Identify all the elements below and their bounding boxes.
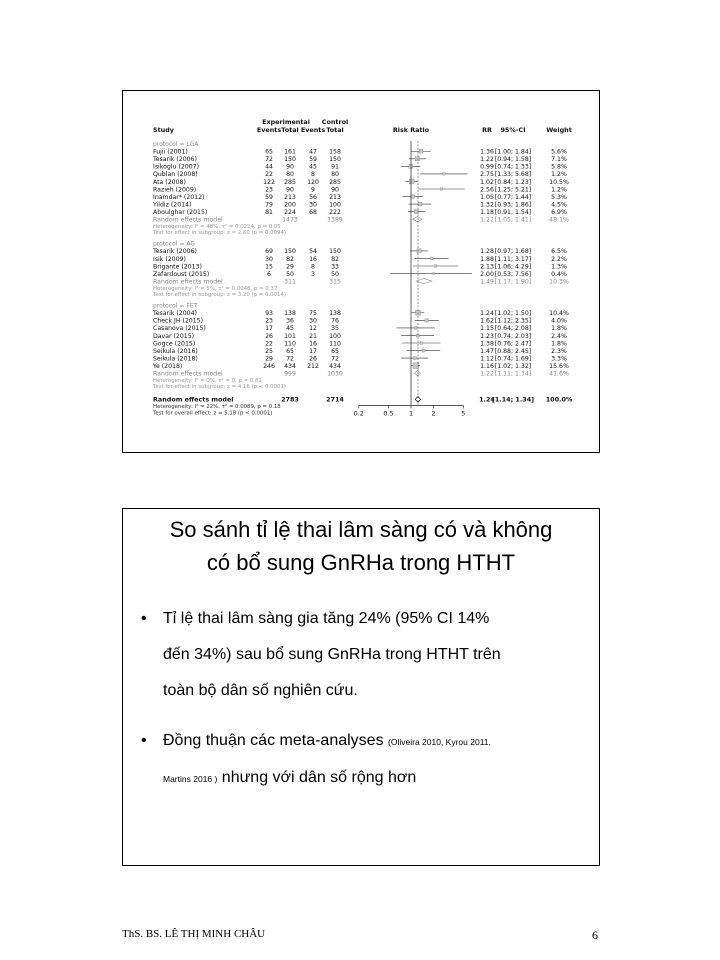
ci-value: [0.64; 2.08] [494,325,532,333]
total-exp: 200 [284,201,296,209]
bullet-2-citation: (Oliveira 2010, Kyrou 2011, [388,737,491,747]
total-ctrl: 150 [329,248,341,256]
ci-value: [0.97; 1.68] [494,248,532,256]
events-exp: 6 [267,270,271,278]
events-ctrl: 26 [309,355,317,363]
events-exp: 30 [265,255,273,263]
weight-value: 4.0% [551,317,567,325]
bullet-2-main: Đồng thuận các meta-analyses [163,732,384,749]
slide-title-line2: có bổ sung GnRHa trong HTHT [206,550,516,575]
events-ctrl: 16 [309,340,317,348]
events-exp: 81 [265,208,273,216]
bullet-icon: • [141,732,147,749]
ci-value: [1.02; 1.50] [494,310,532,318]
bullet-2-tail: nhưng với dân số rộng hơn [221,769,417,786]
ci-value: [0.53; 7.56] [494,270,532,278]
total-exp: 72 [286,355,294,363]
study-name: Tesarik (2006) [153,248,197,256]
rr-value: 1.16 [480,362,494,370]
events-exp: 79 [265,201,273,209]
weight-value: 5.6% [551,148,567,156]
study-name: Casanova (2015) [153,325,206,333]
weight-value: 15.6% [549,362,569,370]
study-name: Seikula (2016) [153,347,198,355]
study-name: Razieh (2009) [153,186,197,194]
subgroup-total-exp: 311 [284,278,296,286]
subgroup-ci: [1.11; 1.34] [494,370,532,378]
forest-plot-slide [122,90,600,453]
subgroup-weight: 10.3% [549,278,569,286]
ci-value: [0.84; 1.23] [494,178,532,186]
total-ctrl: 76 [331,317,339,325]
rr-value: 1.38 [480,340,494,348]
study-name: Isik (2009) [153,255,186,263]
rr-value: 2.13 [480,263,494,271]
total-ctrl: 434 [329,362,341,370]
events-ctrl: 54 [309,248,317,256]
weight-value: 2.2% [551,255,567,263]
weight-value: 2.3% [551,347,567,355]
rr-value: 1.18 [480,208,494,216]
subgroup-test: Test for effect in subgroup: z = 2.60 (p = 0.0094) [153,230,286,237]
subgroup-heterogeneity: Heterogeneity: I² = 0%, τ² = 0, p = 0.81 [153,378,262,385]
subgroup-total-exp: 1473 [282,216,298,224]
weight-value: 7.1% [551,156,567,164]
ci-value: [0.74; 2.03] [494,332,532,340]
bullet-1-line3: toàn bộ dân số nghiên cứu. [163,682,358,699]
study-marker [419,149,423,153]
subgroup-diamond [413,217,423,222]
header-total-ctrl: Total [326,126,344,134]
total-ctrl: 65 [331,347,339,355]
ci-value: [0.74; 1.33] [494,163,532,171]
subgroup-total-ctrl: 1030 [327,370,343,378]
overall-total-ctrl: 2714 [326,395,344,404]
overall-rr: 1.24 [479,395,495,404]
rr-value: 1.88 [480,255,494,263]
header-experimental: Experimental [262,118,310,126]
subgroup-weight: 48.1% [549,216,569,224]
header-weight: Weight [546,126,572,134]
bullet-1 [141,601,587,709]
subgroup-diamond [416,279,432,284]
study-marker [420,342,423,345]
study-marker [430,257,433,260]
study-name: Brigante (2013) [153,263,202,271]
total-exp: 82 [286,255,294,263]
rr-value: 1.28 [480,248,494,256]
footer-author: ThS. BS. LÊ THỊ MINH CHÂU [122,928,266,940]
total-exp: 150 [284,248,296,256]
rr-value: 1.22 [480,156,494,164]
total-ctrl: 285 [329,178,341,186]
total-ctrl: 100 [329,332,341,340]
study-name: Aboulghar (2015) [153,208,208,216]
weight-value: 1.2% [551,186,567,194]
events-ctrl: 12 [309,325,317,333]
events-exp: 29 [265,355,273,363]
bullet-1-line2: đến 34%) sau bổ sung GnRHa trong HTHT trên [163,646,501,663]
weight-value: 2.4% [551,332,567,340]
ci-value: [1.33; 5.68] [494,171,532,179]
events-exp: 26 [265,332,273,340]
overall-ci: [1.14; 1.34] [491,395,535,404]
rr-value: 1.24 [480,310,494,318]
total-ctrl: 50 [331,270,339,278]
total-exp: 50 [286,270,294,278]
header-ci: 95%-CI [500,126,526,134]
study-name: Ata (2008) [153,178,186,186]
subgroup-total-ctrl: 315 [329,278,341,286]
total-exp: 110 [284,340,296,348]
weight-value: 5.8% [551,163,567,171]
total-ctrl: 91 [331,163,339,171]
total-ctrl: 80 [331,171,339,179]
study-marker [425,319,429,323]
header-control: Control [321,118,349,126]
events-ctrl: 3 [311,270,315,278]
total-exp: 161 [284,148,296,156]
events-exp: 22 [265,171,273,179]
subgroup-ci: [1.17; 1.90] [494,278,532,286]
weight-value: 5.3% [551,193,567,201]
slide-title-line1: So sánh tỉ lệ thai lâm sàng có và không [169,517,553,542]
study-marker [443,173,445,175]
total-ctrl: 222 [329,208,341,216]
study-marker [413,356,416,359]
study-marker [415,157,419,161]
events-exp: 17 [265,325,273,333]
weight-value: 3.3% [551,355,567,363]
rr-value: 2.00 [480,270,494,278]
subgroup-test: Test for effect in subgroup: z = 4.16 (p < 0.0001) [153,384,286,391]
total-exp: 213 [284,193,296,201]
events-exp: 93 [265,310,273,318]
ci-value: [0.88; 2.45] [494,347,532,355]
events-ctrl: 68 [309,208,317,216]
events-exp: 23 [265,186,273,194]
overall-total-exp: 2783 [281,395,299,404]
subgroup-heterogeneity: Heterogeneity: I² = 48%, τ² = 0.0224, p = 0.05 [153,224,281,231]
events-ctrl: 45 [309,163,317,171]
bullet-icon: • [141,610,147,627]
study-name: Inamdar* (2012) [153,193,205,201]
subgroup-model-label: Random effects model [153,278,223,286]
total-exp: 434 [284,362,296,370]
total-exp: 101 [284,332,296,340]
total-exp: 90 [286,186,294,194]
ci-value: [1.11; 3.17] [494,255,532,263]
rr-value: 1.36 [480,148,494,156]
events-ctrl: 30 [309,317,317,325]
events-ctrl: 47 [309,148,317,156]
study-marker [414,327,417,330]
bullet-2 [141,723,587,797]
rr-value: 1.47 [480,347,494,355]
events-exp: 72 [265,156,273,164]
events-ctrl: 56 [309,193,317,201]
study-marker [418,202,422,206]
subgroup-heterogeneity: Heterogeneity: I² = 5%, τ² = 0.0048, p = 0.37 [153,285,278,292]
ci-value: [0.91; 1.54] [494,208,532,216]
events-ctrl: 120 [307,178,319,186]
header-rr: RR [482,126,492,134]
events-ctrl: 212 [307,362,319,370]
subgroup-diamond [414,371,420,376]
x-tick-label: 5 [461,409,466,418]
total-exp: 36 [286,317,294,325]
overall-weight: 100.0% [545,395,573,404]
ci-value: [0.76; 2.47] [494,340,532,348]
subgroup-weight: 41.6% [549,370,569,378]
subgroup-model-label: Random effects model [153,216,223,224]
total-exp: 45 [286,325,294,333]
events-exp: 246 [263,362,275,370]
ci-value: [0.77; 1.44] [494,193,532,201]
events-exp: 65 [265,148,273,156]
events-exp: 69 [265,248,273,256]
study-name: Seikula (2018) [153,355,198,363]
study-name: Tesarik (2004) [153,310,197,318]
total-ctrl: 90 [331,186,339,194]
subgroup-total-ctrl: 1389 [327,216,343,224]
study-name: Tesarik (2006) [153,156,197,164]
total-exp: 285 [284,178,296,186]
study-marker [434,265,437,268]
total-ctrl: 158 [329,148,341,156]
total-ctrl: 213 [329,193,341,201]
weight-value: 6.5% [551,248,567,256]
ci-value: [1.02; 1.32] [494,362,532,370]
total-exp: 29 [286,263,294,271]
total-exp: 80 [286,171,294,179]
rr-value: 1.23 [480,332,494,340]
events-ctrl: 75 [309,310,317,318]
rr-value: 2.56 [480,186,494,194]
total-ctrl: 35 [331,325,339,333]
subgroup-rr: 1.22 [480,370,494,378]
total-exp: 65 [286,347,294,355]
bullet-1-line1: Tỉ lệ thai lâm sàng gia tăng 24% (95% CI 14% [163,610,490,627]
ci-value: [1.25; 5.21] [494,186,532,194]
rr-value: 1.02 [480,178,494,186]
study-marker [417,249,421,253]
events-ctrl: 30 [309,201,317,209]
study-name: Qublan (2008) [153,171,198,179]
events-exp: 23 [265,317,273,325]
events-ctrl: 59 [309,156,317,164]
study-name: Isikoglu (2007) [153,163,200,171]
total-exp: 138 [284,310,296,318]
study-name: Gogce (2015) [153,340,196,348]
ci-value: [1.12; 2.35] [494,317,532,325]
ci-value: [0.93; 1.86] [494,201,532,209]
rr-value: 1.32 [480,201,494,209]
total-ctrl: 100 [329,201,341,209]
total-exp: 90 [286,163,294,171]
bullet-2-citation-cont: Martins 2016 ) [163,774,218,784]
subgroup-total-exp: 999 [284,370,296,378]
slide-title [133,513,589,579]
events-ctrl: 8 [311,171,315,179]
overall-heterogeneity: Heterogeneity: I² = 22%, τ² = 0.0089, p = 0.18 [153,404,281,411]
rr-value: 0.99 [480,163,494,171]
events-ctrl: 8 [311,263,315,271]
overall-model-label: Random effects model [153,395,234,404]
total-ctrl: 110 [329,340,341,348]
events-ctrl: 17 [309,347,317,355]
total-ctrl: 82 [331,255,339,263]
ci-value: [0.94; 1.58] [494,156,532,164]
weight-value: 0.4% [551,270,567,278]
total-ctrl: 72 [331,355,339,363]
study-name: Zafardoust (2015) [153,270,210,278]
total-ctrl: 33 [331,263,339,271]
study-marker [440,188,442,190]
rr-value: 1.15 [480,325,494,333]
weight-value: 1.8% [551,325,567,333]
x-tick-label: 2 [431,409,436,418]
total-exp: 150 [284,156,296,164]
weight-value: 4.5% [551,201,567,209]
study-name: Fujii (2001) [153,148,188,156]
study-name: Davar (2015) [153,332,195,340]
weight-value: 1.3% [551,263,567,271]
x-tick-label: 0.5 [383,409,394,418]
total-ctrl: 138 [329,310,341,318]
bullet-2-line2 [163,760,587,797]
rr-value: 1.05 [480,193,494,201]
events-ctrl: 21 [309,332,317,340]
events-exp: 25 [265,347,273,355]
header-risk-ratio: Risk Ratio [392,126,430,134]
subgroup-test: Test for effect in subgroup: z = 3.20 (p = 0.0014) [153,292,286,298]
ci-value: [1.00; 1.84] [494,148,532,156]
rr-value: 1.12 [480,355,494,363]
x-tick-label: 0.2 [353,409,364,418]
events-exp: 44 [265,163,273,171]
total-ctrl: 150 [329,156,341,164]
ci-value: [0.74; 1.69] [494,355,532,363]
header-events-exp: Events [256,126,282,134]
subgroup-ci: [1.05; 1.41] [494,216,532,224]
study-marker [433,273,435,275]
x-tick-label: 1 [408,409,414,418]
bullet-2-line1 [163,723,587,760]
study-marker [409,179,414,184]
study-name: Check JH (2015) [153,317,204,325]
weight-value: 10.5% [549,178,569,186]
subgroup-rr: 1.22 [480,216,494,224]
header-study: Study [153,126,174,134]
header-events-ctrl: Events [300,126,326,134]
events-exp: 15 [265,263,273,271]
subgroup-model-label: Random effects model [153,370,223,378]
header-total-exp: Total [281,126,299,134]
events-exp: 22 [265,340,273,348]
rr-value: 2.75 [480,171,494,179]
study-name: Ye (2018) [153,362,183,370]
subgroup-label: protocol = LGA [153,141,199,148]
events-exp: 59 [265,193,273,201]
subgroup-rr: 1.49 [480,278,494,286]
weight-value: 1.8% [551,340,567,348]
subgroup-label: protocol = FET [153,302,198,310]
study-marker [422,349,425,352]
events-ctrl: 16 [309,255,317,263]
subgroup-label: protocol = AG [153,240,195,248]
overall-test: Test for overall effect: z = 5.18 (p < 0.0001) [153,410,273,417]
weight-value: 6.9% [551,208,567,216]
page-number: 6 [592,928,598,942]
total-exp: 224 [284,208,296,216]
events-ctrl: 9 [311,186,315,194]
weight-value: 10.4% [549,310,569,318]
study-name: Yildiz (2014) [153,201,192,209]
rr-value: 1.62 [480,317,494,325]
ci-value: [1.06; 4.29] [494,263,532,271]
events-exp: 122 [263,178,275,186]
text-slide [122,508,600,866]
forest-plot [123,91,599,452]
weight-value: 1.2% [551,171,567,179]
